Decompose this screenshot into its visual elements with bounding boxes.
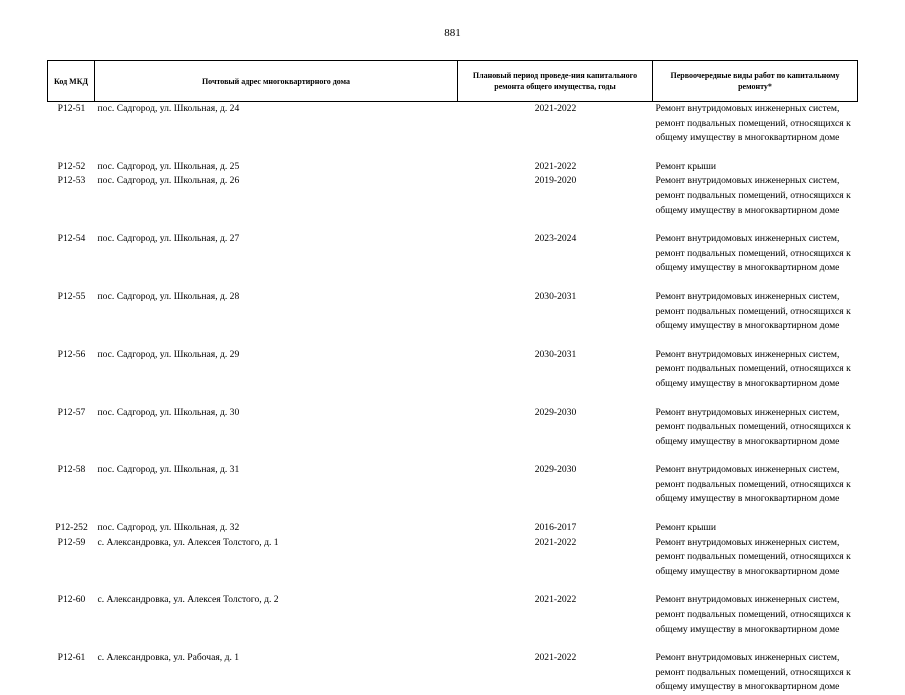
table-row: [48, 348, 858, 406]
cell-period: 2029-2030: [534, 464, 577, 476]
header-period: Плановый период проведе-ния капитального ремонта общего имущества, годы: [458, 61, 653, 102]
cell-period: 2030-2031: [534, 290, 577, 302]
cell-period: 2030-2031: [534, 348, 577, 360]
table-row: [48, 102, 858, 160]
cell-address: пос. Садгород, ул. Школьная, д. 32: [97, 522, 240, 534]
cell-code: P12-51: [57, 103, 86, 114]
cell-address: с. Александровка, ул. Рабочая, д. 1: [97, 652, 240, 664]
cell-works: Ремонт крыши: [655, 160, 716, 172]
cell-works: Ремонт внутридомовых инженерных систем, ремонт подвальных помещений, относящихся к общему имуществу в многоквартирном доме: [655, 406, 851, 447]
header-works: Первоочередные виды работ по капитальному ремонту*: [653, 61, 858, 102]
table-row: [48, 160, 858, 175]
cell-period: 2021-2022: [534, 536, 577, 548]
cell-code: P12-60: [57, 594, 86, 606]
cell-period: 2016-2017: [534, 522, 577, 534]
table-row: [48, 536, 858, 594]
cell-address: пос. Садгород, ул. Школьная, д. 24: [97, 103, 240, 114]
cell-code: P12-61: [57, 652, 86, 664]
cell-period: 2021-2022: [534, 652, 577, 664]
table-row: [48, 174, 858, 232]
cell-address: пос. Садгород, ул. Школьная, д. 25: [97, 160, 240, 172]
cell-works: Ремонт внутридомовых инженерных систем, ремонт подвальных помещений, относящихся к общему имуществу в многоквартирном доме: [655, 594, 851, 635]
table-header-row: [48, 61, 858, 102]
table-row: [48, 651, 858, 695]
cell-period: 2021-2022: [534, 594, 577, 606]
cell-period: 2029-2030: [534, 406, 577, 418]
cell-code: P12-52: [57, 160, 86, 172]
cell-code: P12-55: [57, 290, 86, 302]
cell-address: пос. Садгород, ул. Школьная, д. 28: [97, 290, 240, 302]
cell-code: P12-54: [57, 233, 86, 245]
cell-code: P12-57: [57, 406, 86, 418]
cell-code: P12-252: [55, 522, 88, 534]
table-row: [48, 290, 858, 348]
cell-works: Ремонт внутридомовых инженерных систем, ремонт подвальных помещений, относящихся к общему имуществу в многоквартирном доме: [655, 348, 851, 389]
table-row: [48, 232, 858, 290]
cell-works: Ремонт внутридомовых инженерных систем, ремонт подвальных помещений, относящихся к общему имуществу в многоквартирном доме: [655, 464, 851, 505]
cell-works: Ремонт внутридомовых инженерных систем, ремонт подвальных помещений, относящихся к общему имуществу в многоквартирном доме: [655, 652, 851, 693]
cell-code: P12-59: [57, 536, 86, 548]
table-row: [48, 406, 858, 464]
page-number: 881: [444, 27, 461, 39]
table-row: [48, 521, 858, 536]
cell-works: Ремонт внутридомовых инженерных систем, ремонт подвальных помещений, относящихся к общему имуществу в многоквартирном доме: [655, 290, 851, 332]
cell-address: пос. Садгород, ул. Школьная, д. 26: [97, 175, 240, 187]
cell-works: Ремонт внутридомовых инженерных систем, ремонт подвальных помещений, относящихся к общему имуществу в многоквартирном доме: [655, 103, 851, 144]
cell-code: P12-56: [57, 348, 86, 360]
header-address: Почтовый адрес многоквартирного дома: [95, 61, 458, 102]
cell-works: Ремонт внутридомовых инженерных систем, ремонт подвальных помещений, относящихся к общему имуществу в многоквартирном доме: [655, 536, 851, 577]
table-row: [48, 463, 858, 521]
cell-address: пос. Садгород, ул. Школьная, д. 31: [97, 464, 240, 476]
cell-works: Ремонт внутридомовых инженерных систем, ремонт подвальных помещений, относящихся к общему имуществу в многоквартирном доме: [655, 233, 851, 274]
cell-address: с. Александровка, ул. Алексея Толстого, д. 2: [97, 594, 279, 606]
header-code: Код МКД: [48, 61, 95, 102]
cell-address: пос. Садгород, ул. Школьная, д. 29: [97, 348, 240, 360]
cell-address: с. Александровка, ул. Алексея Толстого, д. 1: [97, 536, 279, 548]
cell-period: 2021-2022: [534, 160, 577, 172]
cell-address: пос. Садгород, ул. Школьная, д. 27: [97, 233, 240, 245]
capital-repair-table: [47, 60, 858, 695]
cell-period: 2019-2020: [534, 175, 577, 187]
table-row: [48, 593, 858, 651]
cell-address: пос. Садгород, ул. Школьная, д. 30: [97, 406, 240, 418]
cell-works: Ремонт крыши: [655, 522, 716, 534]
cell-period: 2021-2022: [534, 103, 577, 114]
cell-code: P12-58: [57, 464, 86, 476]
cell-period: 2023-2024: [534, 233, 577, 245]
cell-works: Ремонт внутридомовых инженерных систем, ремонт подвальных помещений, относящихся к общему имуществу в многоквартирном доме: [655, 175, 851, 216]
cell-code: P12-53: [57, 175, 86, 187]
